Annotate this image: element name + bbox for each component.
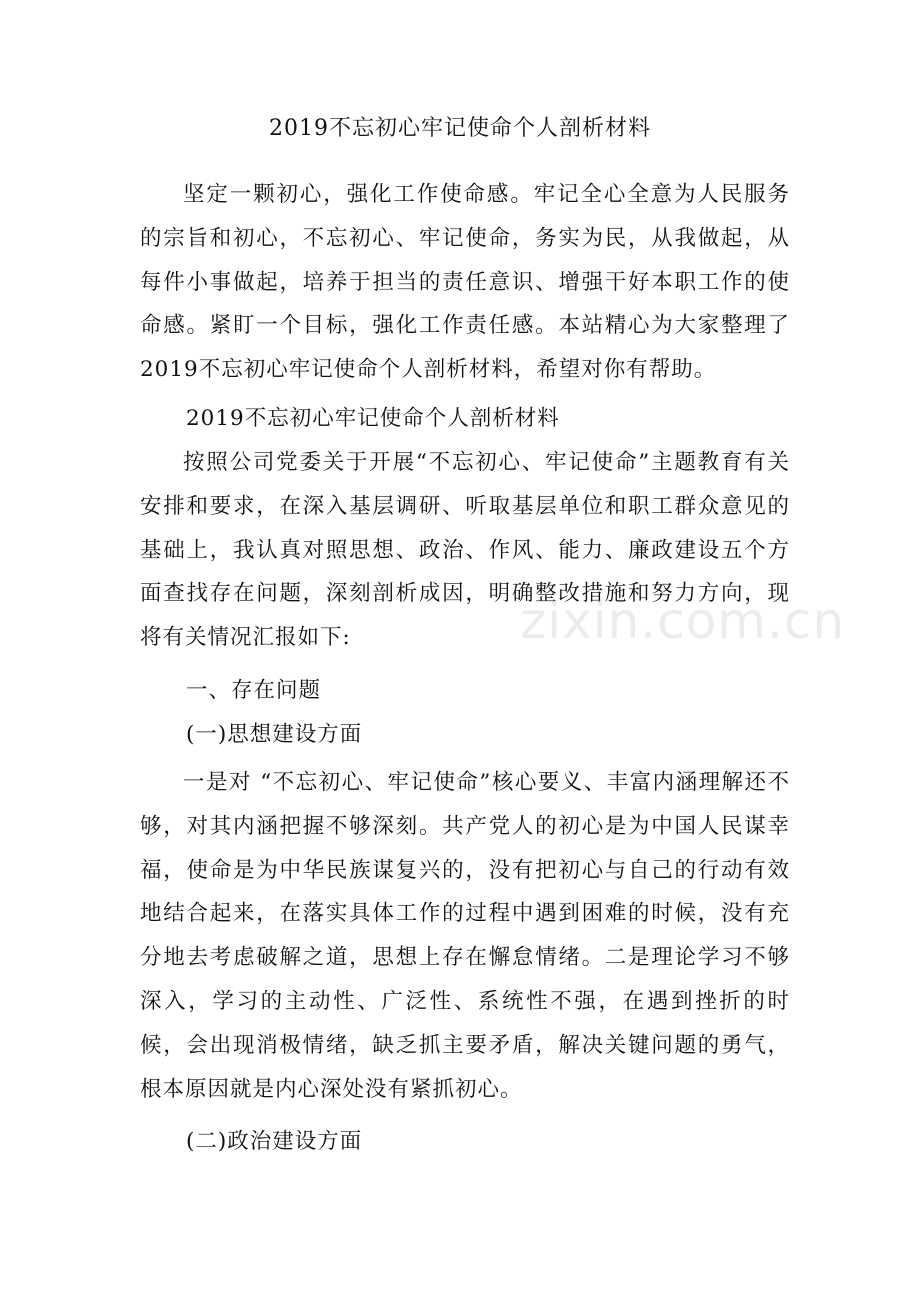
section-heading: 一、存在问题 — [186, 678, 322, 703]
intro-paragraph: 坚定一颗初心，强化工作使命感。牢记全心全意为人民服务的宗旨和初心，不忘初心、牢记使命，务实为民，从我做起，从每件小事做起，培养于担当的责任意识、增强干好本职工作的使命感。紧盯一个目标，强化工作责任感。本站精心为大家整理了2019不忘初心牢记使命个人剖析材料，希望对你有帮助。 — [140, 182, 790, 383]
subtitle-line: 2019不忘初心牢记使命个人剖析材料 — [186, 406, 560, 431]
body-paragraph-1: 按照公司党委关于开展“不忘初心、牢记使命”主题教育有关安排和要求，在深入基层调研、听取基层单位和职工群众意见的基础上，我认真对照思想、政治、作风、能力、廉政建设五个方面查找存在问题，深刻剖析成因，明确整改措施和努力方向，现将有关情况汇报如下: — [140, 450, 790, 651]
watermark: zixin.com.cn — [520, 592, 846, 650]
subsection-heading-2: (二)政治建设方面 — [186, 1129, 363, 1154]
document-title: 2019不忘初心牢记使命个人剖析材料 — [269, 116, 651, 141]
body-paragraph-2: 一是对 “不忘初心、牢记使命”核心要义、丰富内涵理解还不够，对其内涵把握不够深刻。共产党人的初心是为中国人民谋幸福，使命是为中华民族谋复兴的，没有把初心与自己的行动有效地结合起来，在落实具体工作的过程中遇到困难的时候，没有充分地去考虑破解之道，思想上存在懈怠情绪。二是理论学习不够深入，学习的主动性、广泛性、系统性不强，在遇到挫折的时候，会出现消极情绪，缺乏抓主要矛盾，解决关键问题的勇气，根本原因就是内心深处没有紧抓初心。 — [140, 770, 790, 1102]
subsection-heading-1: (一)思想建设方面 — [186, 722, 363, 747]
